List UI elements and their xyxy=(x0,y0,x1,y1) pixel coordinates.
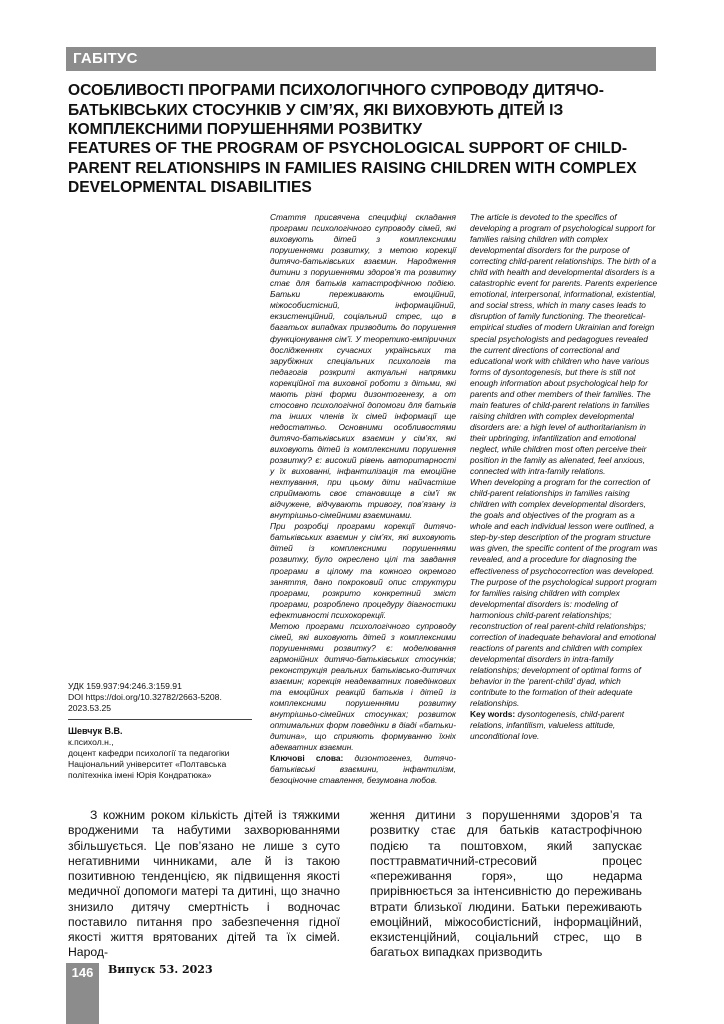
abstract-ua xyxy=(270,212,456,786)
author-name: Шевчук В.В. xyxy=(68,726,123,736)
udc-code: УДК 159.937:94:246.3:159.91 xyxy=(68,681,182,691)
abstract-en-paragraph: The purpose of the psychological support program for families raising children with complex developmental disorders is: modeling of harmonious child-parent relationships; reconstruction of real parent-child relationships; correction of inadequate behavioral and emotional reactions of parents and children with complex developmental disorders in intra-family relationships; development of optimal forms of behavior in the ‘parent-child’ dyad, which contribute to the formation of their adequate relationships. xyxy=(470,576,657,709)
abstract-ua-paragraph: При розробці програми корекції дитячо-батьківських взаємин у сім’ях, які виховують дітей із комплексними порушеннями розвитку, було окреслено цілі та завдання програми в цілому та кожного окремого заняття, дано покроковий опис структури програми, розкрито конкретний зміст програми, розроблено процедуру діагностики ефективності психокорекції. xyxy=(270,521,456,620)
abstract-en-paragraph: The article is devoted to the specifics of developing a program of psychological support for families raising children with complex developmental disorders for the purpose of correcting child-parent relationships. The birth of a child with health and developmental disorders is a catastrophic event for parents. Parents experience emotional, interpersonal, informational, existential, and social stress, which in many cases leads to disruption of family functioning. The theoretical-empirical studies of modern Ukrainian and foreign special psychologists and pedagogues revealed the current directions of correctional and educational work with children who have various forms of dysontogenesis, but there is still not enough information about psychological help for parents and other members of their families. The main features of child-parent relations in families raising children with complex developmental disorders are: a high level of authoritarianism in their upbringing, infantilization and emotional neglect, while children most often perceive their position in the family as alienated, feel anxious, connected with intra-family relations. xyxy=(470,212,658,477)
keywords-ua xyxy=(270,753,456,786)
keywords-en xyxy=(470,709,658,742)
abstract-ua-paragraph: Стаття присвячена специфіці складання програми психологічного супроводу сімей, які виховують дітей з комплексними порушеннями розвитку, з метою корекції дитячо-батьківських взаємин. Народження дитини з порушеннями здоров’я та розвитку стає для батьків катастрофічною подією. Батьки переживають емоційний, міжособистісний, інформаційний, екзистенційний, соціальний стрес, що в багатьох випадках призводить до порушення функціонування сім’ї. У теоретико-емпіричних дослідженнях сучасних українських та зарубіжних спеціальних психологів та педагогів розкриті актуальні напрямки корекційної та виховної роботи з дітьми, які мають різні форми дизонтогенезу, а от стосовно психологічної допомоги для батьків та інших членів їх сімей інформації ще недостатньо. Основними особливостями дитячо-батьківських взаємин у сім’ях, які виховують дітей із комплексними порушення розвитку? є: високий рівень авторитарності у їх вихованні, інфантилізація та емоційне нехтування, при цьому діти найчастіше сприймають своє становище в сім’ї як відчужене, відчувають тривогу, пов’язану із внутрішньо-сімейними взаєминами. xyxy=(270,212,456,521)
author-position: доцент кафедри психології та педагогіки Національний університет «Полтавська політехніка імені Юрія Кондратюка» xyxy=(68,748,230,780)
body-text-right: ження дитини з порушеннями здоров’я та розвитку стає для батьків катастрофічною подією та поштовхом, який запускає посттравматичний-стресовий процес «переживання горя», що недарма прирівнюється за інтенсивністю до переживань втрати близької людини. Батьки переживають емоційний, міжособистісний, інформаційний, екзистенційний, соціальний стрес, що в багатьох випадках призводить xyxy=(370,808,642,960)
keywords-text: dysontogenesis, child-parent relations, infantilism, valueless attitude, unconditional love. xyxy=(470,709,625,742)
keywords-label: Ключові слова: xyxy=(270,753,344,764)
issue-label: Випуск 53. 2023 xyxy=(108,963,213,976)
keywords-text: дизонтогенез, дитячо-батьківські взаємини, інфантилізм, безоціночне ставлення, безумовна любов. xyxy=(270,753,456,786)
abstract-ua-paragraph: Метою програми психологічного супроводу сімей, які виховують дітей з комплексними порушеннями розвитку? є: моделювання гармонійних дитячо-батьківських стосунків; реконструкція реальних батьківсько-дитячих взаємин; корекція неадекватних поведінкових та емоційних реакцій батьків і дітей із комплексними порушеннями розвитку внутрішньо-сімейних стосунках; розвиток оптимальних форм поведінки в діаді «батьки-дитина», що сприяють формуванню їхніх адекватних взаємин. xyxy=(270,620,456,753)
abstract-en xyxy=(470,212,658,742)
article-meta xyxy=(68,681,252,781)
abstract-en-paragraph: When developing a program for the correction of child-parent relationships in families raising children with complex developmental disorders, the goals and objectives of the program as a whole and each individual lesson were outlined, a step-by-step description of the program structure was given, the specific content of the program was revealed, and a procedure for diagnosing the effectiveness of psychocorrection was developed. xyxy=(470,477,658,576)
author-degree: к.психол.н., xyxy=(68,737,114,747)
section-header: ГАБІТУС xyxy=(66,47,656,71)
doi-link-continued[interactable]: 2023.53.25 xyxy=(68,703,112,713)
doi-link[interactable]: DOI https://doi.org/10.32782/2663-5208. xyxy=(68,692,222,702)
body-text-left: З кожним роком кількість дітей із тяжкими вродженими та набутими захворюваннями збільшується. Це пов’язано не лише з суто негативними чинниками, але й із такою позитивною тенденцією, як підвищення якості медичної допомоги матері та дитині, що значно знизило дитячу смертність і водночас поставило питання про забезпечення гідної якості життя врятованих дітей та їх сімей. Народ- xyxy=(68,808,340,960)
page-number: 146 xyxy=(66,963,99,1024)
keywords-label: Key words: xyxy=(470,709,516,720)
article-title-ua: ОСОБЛИВОСТІ ПРОГРАМИ ПСИХОЛОГІЧНОГО СУПРОВОДУ ДИТЯЧО-БАТЬКІВСЬКИХ СТОСУНКІВ У СІМ’ЯХ, ЯКІ ВИХОВУЮТЬ ДІТЕЙ ІЗ КОМПЛЕКСНИМИ ПОРУШЕННЯМИ РОЗВИТКУ xyxy=(68,82,605,138)
article-title-en: FEATURES OF THE PROGRAM OF PSYCHOLOGICAL SUPPORT OF CHILD-PARENT RELATIONSHIPS IN FAMILIES RAISING CHILDREN WITH COMPLEX DEVELOPMENTAL DISABILITIES xyxy=(68,140,637,196)
divider xyxy=(68,719,252,720)
